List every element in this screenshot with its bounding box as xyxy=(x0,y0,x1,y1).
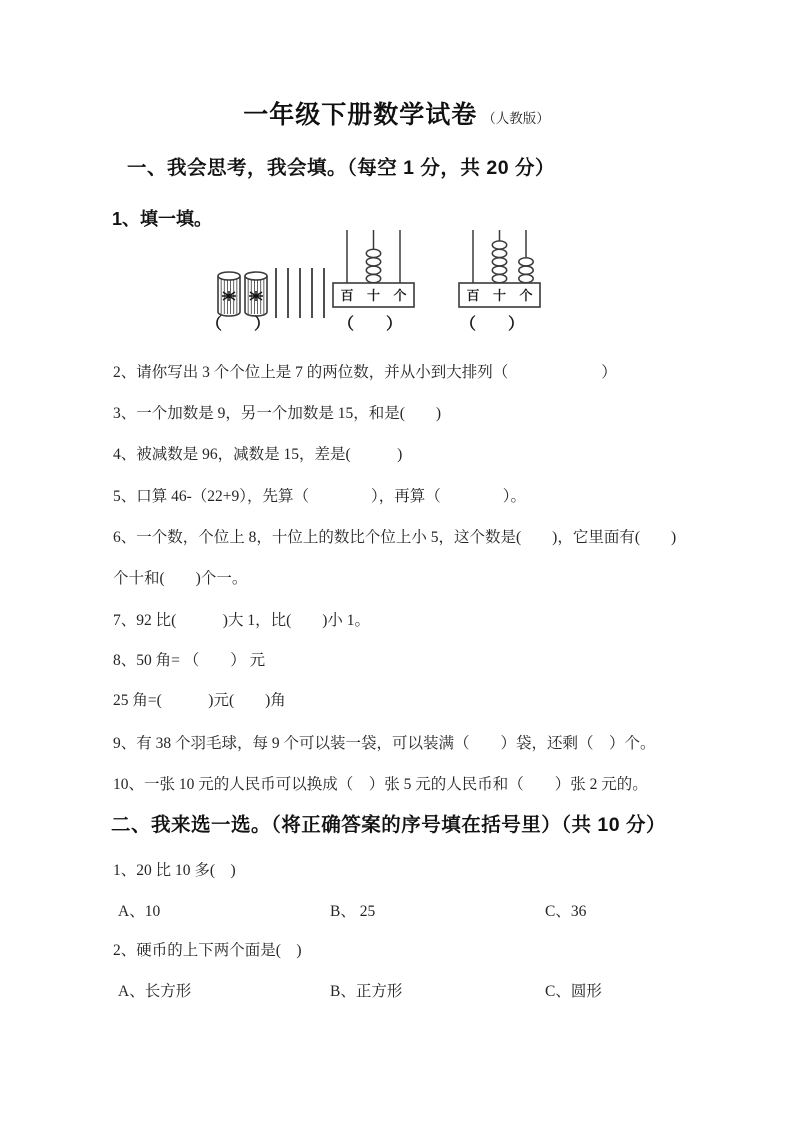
abacus-place-label: 百 xyxy=(466,288,480,303)
question-3: 3、一个加数是 9，另一个加数是 15，和是( ) xyxy=(113,405,442,422)
page-title xyxy=(0,95,793,131)
choice-question-1: 1、20 比 10 多( ) xyxy=(113,862,236,879)
question-5: 5、口算 46-（22+9），先算（ ），再算（ ）。 xyxy=(113,488,527,505)
section2-heading: 二、我来选一选。（将正确答案的序号填在括号里）（共 10 分） xyxy=(111,814,667,836)
abacus-bead xyxy=(519,258,533,266)
abacus-place-label: 个 xyxy=(519,288,533,303)
stick-bundle xyxy=(245,272,267,316)
question-8-line1: 8、50 角= （ ） 元 xyxy=(113,652,266,669)
abacus-place-label: 百 xyxy=(340,288,354,303)
section1-heading: 一、我会思考，我会填。（每空 1 分，共 20 分） xyxy=(127,157,555,179)
question1-label: 1、填一填。 xyxy=(112,209,213,229)
choice-1-option-a: A、10 xyxy=(118,903,161,920)
abacus-bead xyxy=(366,275,380,283)
title-edition: （人教版） xyxy=(482,111,550,126)
choice-2-option-b: B、正方形 xyxy=(330,983,403,1000)
abacus-bead xyxy=(492,249,506,257)
choice-2-option-c: C、圆形 xyxy=(545,983,602,1000)
question-2: 2、请你写出 3 个个位上是 7 的两位数，并从小到大排列（ ） xyxy=(113,364,617,381)
question-7: 7、92 比( )大 1，比( )小 1。 xyxy=(113,612,371,629)
question-10: 10、一张 10 元的人民币可以换成（ ）张 5 元的人民币和（ ）张 2 元的。 xyxy=(113,776,648,793)
abacus-place-label: 个 xyxy=(393,288,407,303)
abacus-bead xyxy=(492,275,506,283)
abacus-bead xyxy=(492,266,506,274)
bundle-answer-brackets: （ ） xyxy=(206,316,271,333)
question-6-line2: 个十和( )个一。 xyxy=(113,570,248,587)
abacus-bead xyxy=(492,241,506,249)
abacus-place-label: 十 xyxy=(492,288,507,303)
question-9: 9、有 38 个羽毛球，每 9 个可以装一袋，可以装满（ ）袋，还剩（ ）个。 xyxy=(113,735,656,752)
question-6-line1: 6、一个数，个位上 8，十位上的数比个位上小 5，这个数是( )，它里面有( ) xyxy=(113,529,677,546)
choice-1-option-b: B、 25 xyxy=(330,903,376,920)
abacus-bead xyxy=(366,249,380,257)
abacus-place-label: 十 xyxy=(366,288,381,303)
question-8-line2: 25 角=( )元( )角 xyxy=(113,692,286,709)
abacus-1 xyxy=(333,230,414,307)
abacus-bead xyxy=(366,266,380,274)
abacus2-answer-brackets: （ ） xyxy=(460,316,525,333)
abacus-2 xyxy=(459,230,540,307)
abacus-bead xyxy=(492,258,506,266)
question-4: 4、被减数是 96，减数是 15，差是( ) xyxy=(113,446,403,463)
choice-question-2: 2、硬币的上下两个面是( ) xyxy=(113,942,302,959)
title-text: 一年级下册数学试卷 xyxy=(243,101,478,129)
stick-bundle xyxy=(218,272,240,316)
abacus1-answer-brackets: （ ） xyxy=(338,316,403,333)
abacus-bead xyxy=(366,258,380,266)
abacus-bead xyxy=(519,266,533,274)
abacus-bead xyxy=(519,275,533,283)
choice-2-option-a: A、长方形 xyxy=(118,983,192,1000)
choice-1-option-c: C、36 xyxy=(545,903,587,920)
